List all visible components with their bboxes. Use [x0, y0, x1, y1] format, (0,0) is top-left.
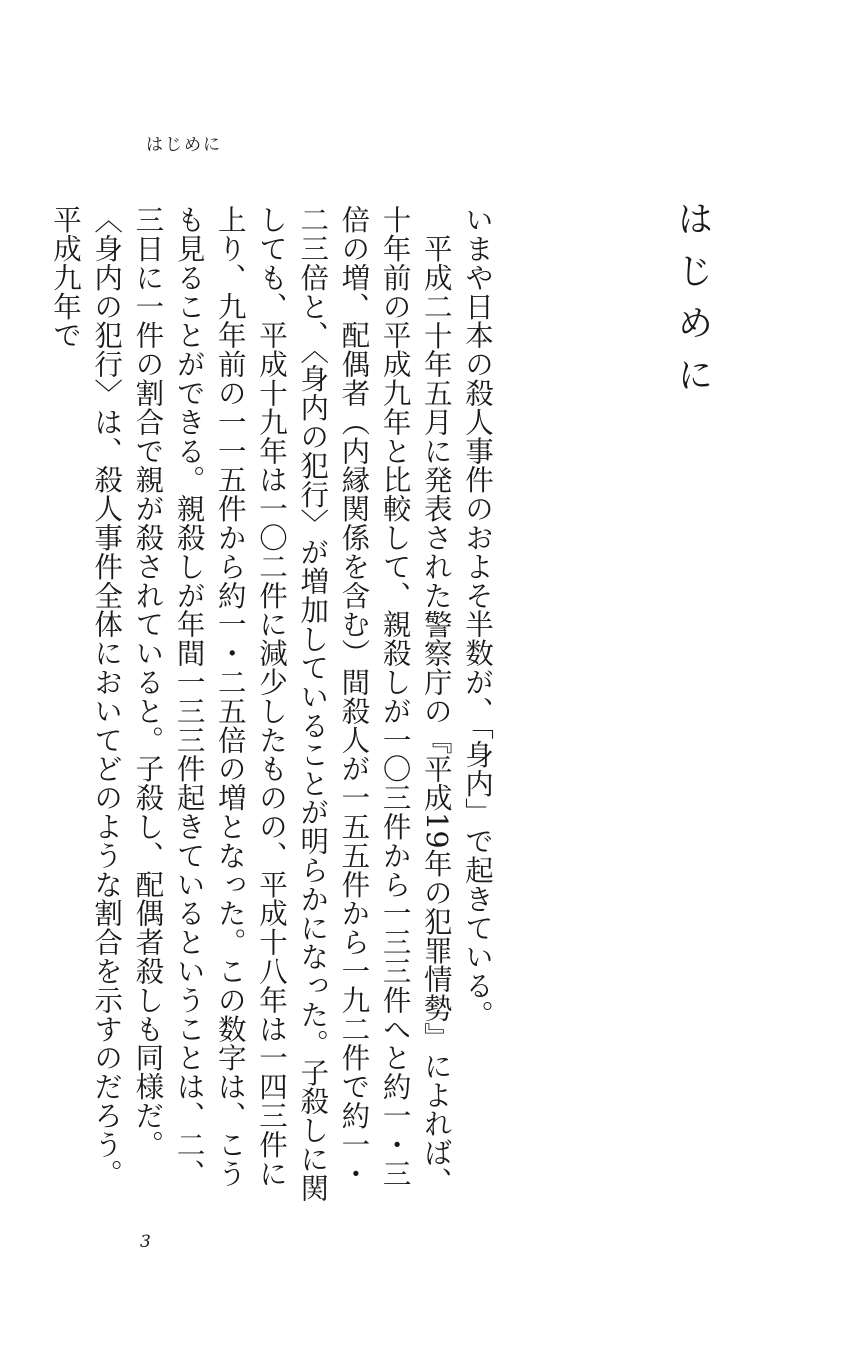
paragraph-3: 〈身内の犯行〉は、殺人事件全体においてどのような割合を示すのだろう。平成九年で — [48, 205, 124, 1188]
body-text — [48, 205, 498, 1205]
running-head: はじめに — [146, 135, 222, 155]
paragraph-1: いまや日本の殺人事件のおよそ半数が、「身内」で起きている。 — [461, 205, 494, 1029]
page-number: 3 — [140, 1232, 151, 1252]
chapter-title: はじめに — [672, 200, 713, 408]
paragraph-2: 平成二十年五月に発表された警察庁の『平成19年の犯罪情勢』によれば、十年前の平成九年と比較して、親殺しが一〇三件から一三三件へと約一・三倍の増、配偶者（内縁関係を含む）間殺人が一五五件から一九二件で約一・二三倍と、〈身内の犯行〉が増加していることが明らかになった。子殺しに関しても、平成十九年は一〇二件に減少したものの、平成十八年は一四三件に上り、九年前の一一五件から約一・二五倍の増となった。この数字は、こうも見ることができる。親殺しが年間一三三件起きているということは、二、三日に一件の割合で親が殺されていると。子殺し、配偶者殺しも同様だ。 — [131, 205, 453, 1203]
